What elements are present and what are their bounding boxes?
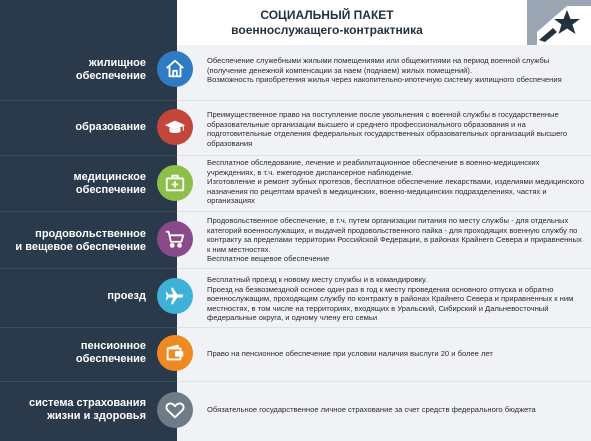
description-housing [207, 56, 585, 85]
description-insurance [207, 405, 585, 415]
wallet-icon [164, 342, 186, 364]
page-title [177, 8, 477, 38]
row-divider [177, 268, 591, 269]
category-badge-housing [157, 51, 193, 87]
description-text: Бесплатное обследование, лечение и реабилитационное обеспечение в военно-медицинских учреждениях, в т.ч. ежегодное диспансерное наблюдение. Изготовление и ремонт зубных протезов, бесплатное обеспечение лекарствами, изделиями медицинского назначения по рецептам врачей в медицинских, военно-медицинских подразделениях, частях и организациях [207, 158, 585, 206]
description-education [207, 110, 585, 148]
description-supply [207, 216, 585, 264]
heart-icon [164, 399, 186, 421]
left-divider [0, 100, 177, 101]
description-text: Обеспечение служебными жилыми помещениями или общежитиями на период военной службы (получение денежной компенсации за наем (поднаем) жилых помещений). Возможность приобретения жилья через накопительно-ипотечную систему жилищного обеспечения [207, 56, 562, 85]
description-text: Обязательное государственное личное страхование за счет средств федерального бюджета [207, 405, 536, 414]
description-pension [207, 349, 585, 359]
category-label-travel: проезд [107, 290, 146, 302]
row-divider [177, 211, 591, 212]
left-divider [0, 155, 177, 156]
category-badge-pension [157, 335, 193, 371]
shopping-cart-icon [164, 228, 186, 250]
category-label-medical: медицинское обеспечение [73, 171, 146, 196]
row-divider [177, 327, 591, 328]
description-travel [207, 275, 585, 323]
category-badge-medical [157, 165, 193, 201]
army-star-emblem-icon [527, 0, 591, 45]
left-divider [0, 327, 177, 328]
left-divider [0, 211, 177, 212]
category-badge-education [157, 109, 193, 145]
house-icon [164, 58, 186, 80]
graduation-cap-icon [164, 116, 186, 138]
category-label-pension: пенсионное обеспечение [75, 340, 146, 365]
description-text: Право на пенсионное обеспечение при условии наличия выслуги 20 и более лет [207, 349, 493, 358]
row-divider [177, 155, 591, 156]
category-badge-insurance [157, 392, 193, 428]
description-text: Бесплатный проезд к новому месту службы и в командировку. Проезд на безвозмездной основе один раз в год к месту проведения основного отпуска и обратно военнослужащим, проходящим службу по контракту в районах Крайнего Севера и приравненных к ним местностях, в том числе на территориях, входящих в Уральский, Сибирский и Дальневосточный федеральные округа, и одному члену его семьи [207, 275, 574, 323]
left-divider [0, 268, 177, 269]
category-label-housing: жилищное обеспечение [75, 57, 146, 82]
description-medical [207, 158, 585, 206]
page-title-line1: СОЦИАЛЬНЫЙ ПАКЕТ [260, 8, 394, 22]
left-divider [0, 381, 177, 382]
description-text: Продовольственное обеспечение, в т.ч. путем организации питания по месту службы - для отдельных категорий военнослужащих, и выдачей продовольственного пайка - для проходящих военную службу по контракту за пределами территории Российской Федерации, в районах Крайнего Севера и приравненных к ним местностях. Бесплатное вещевое обеспечение [207, 216, 582, 264]
description-text: Преимущественное право на поступление после увольнения с военной службы в государственные образовательные организации высшего и среднего профессионального образования и на подготовительные отделения федеральных государственных образовательных организаций высшего образования [207, 110, 568, 148]
category-badge-travel [157, 278, 193, 314]
category-label-education: образование [75, 121, 146, 133]
page-title-line2: военнослужащего-контрактника [231, 23, 423, 37]
row-divider [177, 100, 591, 101]
row-divider [177, 381, 591, 382]
category-label-insurance: система страхования жизни и здоровья [29, 397, 146, 422]
category-label-supply: продовольственное и вещевое обеспечение [15, 228, 146, 253]
airplane-icon [164, 285, 186, 307]
medical-kit-icon [164, 172, 186, 194]
category-badge-supply [157, 221, 193, 257]
